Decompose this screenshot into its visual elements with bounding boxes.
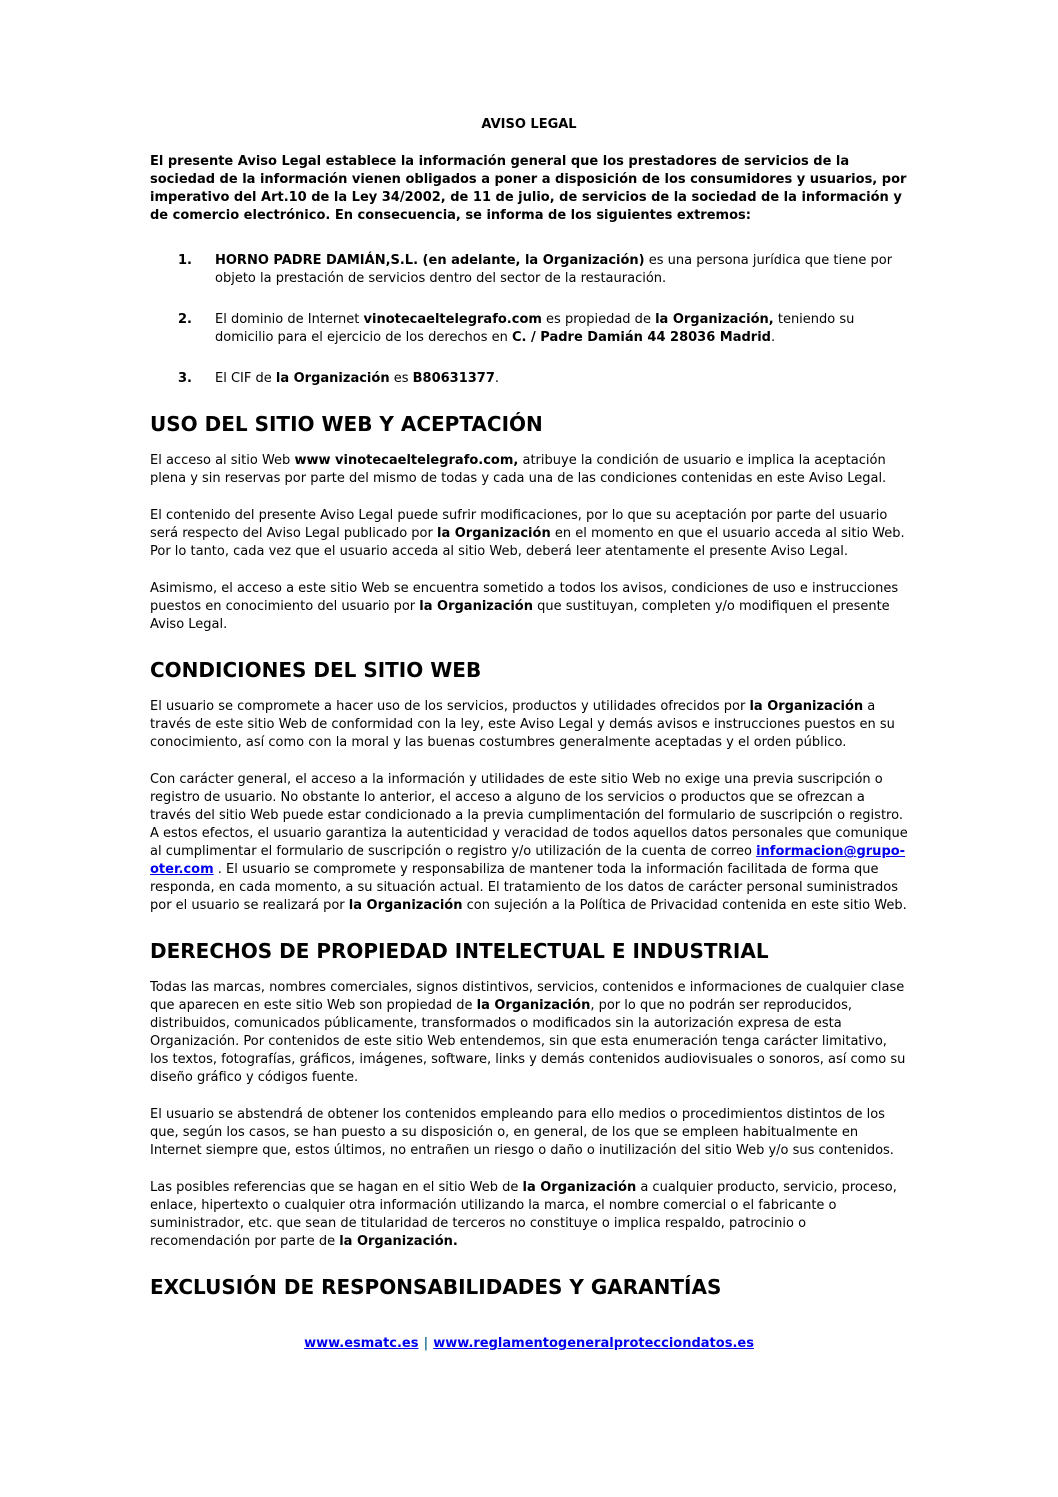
list-item-3: [150, 370, 908, 388]
text-segment: la Organización: [275, 371, 390, 386]
paragraph: [150, 771, 908, 915]
text-segment: HORNO PADRE DAMIÁN,S.L. (en adelante, la Organización): [215, 253, 645, 268]
paragraph: [150, 580, 908, 634]
text-segment: a cualquier producto, servicio, proceso, enlace, hipertexto o cualquier otra información utilizando la marca, el nombre comercial o el fabricante o suministrador, etc. que sean de titularidad de terceros no constituye o implica respaldo, patrocinio o recomendación por parte de: [150, 1180, 897, 1249]
paragraph: [150, 1179, 908, 1251]
text-segment: , por lo que no podrán ser reproducidos, distribuidos, comunicados públicamente, transformados o modificados sin la autorización expresa de esta Organización. Por contenidos de este sitio Web entendemos, sin que esta enumeración tenga carácter limitativo, los textos, fotografías, gráficos, imágenes, software, links y demás contenidos audiovisuales o sonoros, así como su diseño gráfico y códigos fuente.: [150, 998, 906, 1085]
text-segment: es una persona jurídica que tiene por objeto la prestación de servicios dentro del sector de la restauración.: [215, 253, 893, 286]
text-segment: teniendo su domicilio para el ejercicio de los derechos en: [215, 312, 855, 345]
text-segment: El dominio de Internet: [215, 312, 364, 327]
list-item-number: 3.: [178, 371, 192, 386]
sections-container: [150, 412, 908, 1299]
text-segment: la Organización: [749, 699, 864, 714]
text-segment: es: [389, 371, 413, 386]
text-segment: la Organización: [437, 526, 551, 541]
paragraph: [150, 452, 908, 488]
text-segment: que sustituyan, completen y/o modifiquen el presente Aviso Legal.: [150, 599, 890, 632]
text-segment: El usuario se compromete a hacer uso de los servicios, productos y utilidades ofrecidos por: [150, 699, 750, 714]
section-heading: CONDICIONES DEL SITIO WEB: [150, 658, 482, 682]
text-segment: vinotecaeltelegrafo.com: [363, 312, 542, 327]
text-segment: la Organización,: [655, 312, 774, 327]
text-segment: El CIF de: [215, 371, 276, 386]
text-segment: B80631377: [412, 371, 495, 386]
section-heading: DERECHOS DE PROPIEDAD INTELECTUAL E INDUSTRIAL: [150, 939, 769, 963]
text-segment: la Organización: [522, 1180, 637, 1195]
text-segment: la Organización: [348, 898, 463, 913]
text-segment: la Organización.: [339, 1234, 458, 1249]
list-item-text: [215, 370, 908, 388]
paragraph: [150, 698, 908, 752]
text-segment: Con carácter general, el acceso a la información y utilidades de este sitio Web no exige una previa suscripción o registro de usuario. No obstante lo anterior, el acceso a alguno de los servicios o productos que se ofrezcan a través del sitio Web puede estar condicionado a la previa cumplimentación del formulario de suscripción o registro. A estos efectos, el usuario garantiza la autenticidad y veracidad de todos aquellos datos personales que comunique al cumplimentar el formulario de suscripción o registro y/o utilización de la cuenta de correo: [150, 772, 908, 859]
text-segment: .: [494, 371, 500, 386]
text-segment: es propiedad de: [541, 312, 656, 327]
section-heading: USO DEL SITIO WEB Y ACEPTACIÓN: [150, 412, 543, 436]
text-segment: El acceso al sitio Web: [150, 453, 295, 468]
section-heading: EXCLUSIÓN DE RESPONSABILIDADES Y GARANTÍAS: [150, 1275, 722, 1299]
list-item-number: 1.: [178, 253, 192, 268]
email-link[interactable]: informacion@grupo-oter.com: [150, 844, 906, 877]
footer-link-rgpd[interactable]: www.reglamentogeneralprotecciondatos.es: [433, 1336, 754, 1351]
list-item-number: 2.: [178, 312, 192, 327]
list-item-1: [150, 252, 908, 288]
text-segment: en el momento en que el usuario acceda al sitio Web. Por lo tanto, cada vez que el usuario acceda al sitio Web, deberá leer atentamente el presente Aviso Legal.: [150, 526, 905, 559]
text-segment: Asimismo, el acceso a este sitio Web se encuentra sometido a todos los avisos, condiciones de uso e instrucciones puestos en conocimiento del usuario por: [150, 581, 899, 614]
text-segment: C. / Padre Damián 44 28036 Madrid: [512, 330, 771, 345]
text-segment: Las posibles referencias que se hagan en el sitio Web de: [150, 1180, 523, 1195]
text-segment: la Organización: [476, 998, 591, 1013]
text-segment: www vinotecaeltelegrafo.com,: [294, 453, 519, 468]
list-item-text: [215, 311, 908, 347]
paragraph: [150, 507, 908, 561]
intro-paragraph: [150, 153, 908, 225]
footer-links: [150, 1335, 908, 1353]
footer-separator: |: [423, 1336, 429, 1351]
legal-points-list: [150, 252, 908, 388]
text-segment: Todas las marcas, nombres comerciales, signos distintivos, servicios, contenidos e informaciones de cualquier clase que aparecen en este sitio Web son propiedad de: [150, 980, 905, 1013]
paragraph: [150, 979, 908, 1087]
document-title: AVISO LEGAL: [481, 117, 577, 132]
text-segment: a través de este sitio Web de conformidad con la ley, este Aviso Legal y demás avisos e instrucciones puestos en su conocimiento, así como con la moral y las buenas costumbres generalmente aceptadas y el orden público.: [150, 699, 895, 750]
text-segment: El contenido del presente Aviso Legal puede sufrir modificaciones, por lo que su aceptación por parte del usuario será respecto del Aviso Legal publicado por: [150, 508, 888, 541]
paragraph: [150, 1106, 908, 1160]
text-segment: atribuye la condición de usuario e implica la aceptación plena y sin reservas por parte del mismo de todas y cada una de las condiciones contenidas en este Aviso Legal.: [150, 453, 887, 486]
text-segment: con sujeción a la Política de Privacidad contenida en este sitio Web.: [462, 898, 907, 913]
list-item-text: [215, 252, 908, 288]
text-segment: El presente Aviso Legal establece la información general que los prestadores de servicios de la sociedad de la información vienen obligados a poner a disposición de los consumidores y usuarios, por imperativo del Art.10 de la Ley 34/2002, de 11 de julio, de servicios de la sociedad de la información y de comercio electrónico. En consecuencia, se informa de los siguientes extremos:: [150, 154, 907, 223]
list-item-2: [150, 311, 908, 347]
text-segment: El usuario se abstendrá de obtener los contenidos empleando para ello medios o procedimientos distintos de los que, según los casos, se han puesto a su disposición o, en general, de los que se empleen habitualmente en Internet siempre que, estos últimos, no entrañen un riesgo o daño o inutilización del sitio Web y/o sus contenidos.: [150, 1107, 894, 1158]
text-segment: . El usuario se compromete y responsabiliza de mantener toda la información facilitada de forma que responda, en cada momento, a su situación actual. El tratamiento de los datos de carácter personal suministrados por el usuario se realizará por: [150, 862, 898, 913]
text-segment: .: [770, 330, 776, 345]
footer-link-esmatc[interactable]: www.esmatc.es: [304, 1336, 419, 1351]
text-segment: la Organización: [419, 599, 533, 614]
